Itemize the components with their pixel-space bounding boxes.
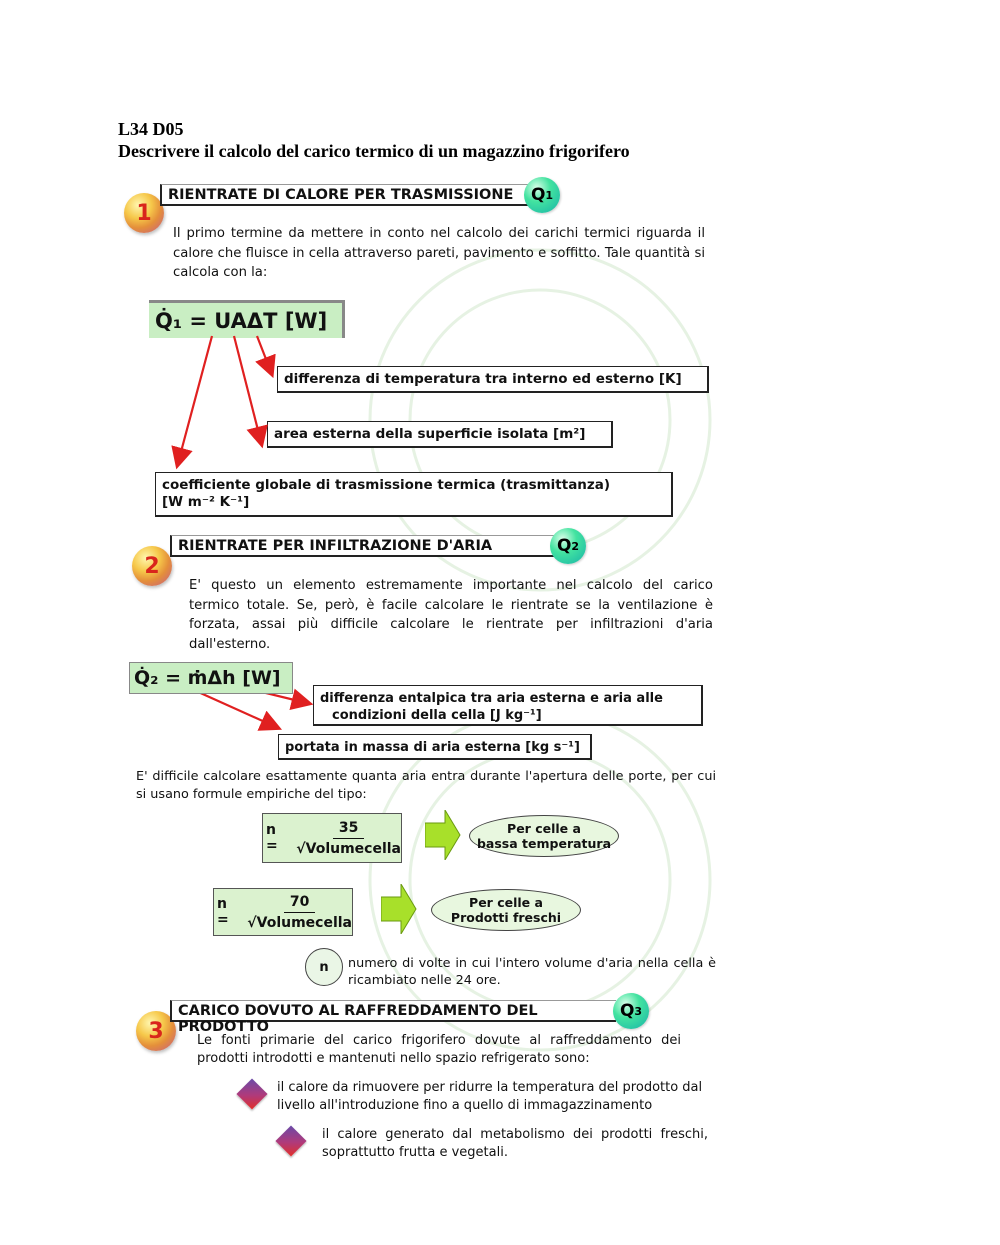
arrow-deltaT [257, 336, 271, 372]
n-symbol-circle: n [305, 948, 343, 986]
section-number-badge: 2 [132, 546, 172, 586]
section-title: RIENTRATE DI CALORE PER TRASMISSIONE [168, 187, 514, 203]
q-symbol-badge: Q 3 [613, 993, 649, 1029]
oval-fresh-products-cells: Per celle a Prodotti freschi [431, 889, 581, 931]
definition-box-delta-t: differenza di temperatura tra interno ed esterno [K] [277, 366, 709, 393]
arrow-area [234, 336, 261, 442]
definition-box-enthalpy: differenza entalpica tra aria esterna e aria alle condizioni della cella [J kg⁻¹] [313, 685, 703, 726]
formula-q2: Q̇₂ = ṁΔh [W] [129, 662, 293, 694]
section-title: RIENTRATE PER INFILTRAZIONE D'ARIA [178, 538, 493, 554]
definition-box-u: coefficiente globale di trasmissione termica (trasmittanza) [W m⁻² K⁻¹] [155, 472, 673, 517]
q-symbol-badge: Q 2 [550, 528, 586, 564]
q-symbol-badge: Q 1 [524, 177, 560, 213]
bullet-item: il calore da rimuovere per ridurre la temperatura del prodotto dal livello all'introduzione fino a quello di immagazzinamento [277, 1080, 703, 1113]
section-paragraph: Il primo termine da mettere in conto nel calcolo dei carichi termici riguarda il calore che fluisce in cella attraverso pareti, pavimento e soffitto. Tale quantità si calcola con la: [173, 226, 705, 280]
arrow-mass [196, 691, 276, 727]
document-code: L34 D05 [118, 119, 184, 139]
section-paragraph-2: E' difficile calcolare esattamente quanta aria entra durante l'apertura delle porte, per cui si usano formule empiriche del tipo: [136, 769, 716, 802]
section-number-badge: 1 [124, 193, 164, 233]
definition-box-area: area esterna della superficie isolata [m²] [267, 421, 613, 448]
formula-q1: Q̇₁ = UAΔT [W] [149, 300, 345, 338]
green-arrow-icon [425, 810, 461, 860]
oval-low-temp-cells: Per celle a bassa temperatura [469, 815, 619, 857]
n-definition: numero di volte in cui l'intero volume d'aria nella cella è ricambiato nelle 24 ore. [348, 956, 716, 988]
section-paragraph: E' questo un elemento estremamente importante nel calcolo del carico termico totale. Se, però, è facile calcolare le rientrate se la ventilazione è forzata, assai più difficile calcolare le rientrate per infiltrazioni d'aria dall'esterno. [189, 578, 713, 652]
section-title: CARICO DOVUTO AL RAFFREDDAMENTO DEL PRODOTTO [178, 1003, 538, 1035]
bullet-item: il calore generato dal metabolismo dei prodotti freschi, soprattutto frutta e vegetali. [322, 1127, 708, 1160]
green-arrow-icon [381, 884, 417, 934]
definition-box-mass-flow: portata in massa di aria esterna [kg s⁻¹] [278, 734, 592, 760]
section-number-badge: 3 [136, 1011, 176, 1051]
arrow-u [178, 336, 212, 463]
equation-fresh-products: n = $\frac{70}{\text{√Volumecella}}$ [213, 888, 353, 936]
section-title-bar [170, 1000, 616, 1035]
section-paragraph: Le fonti primarie del carico frigorifero dovute al raffreddamento dei prodotti introdotti e mantenuti nello spazio refrigerato sono: [197, 1033, 681, 1066]
document-title: Descrivere il calcolo del carico termico di un magazzino frigorifero [118, 141, 630, 161]
section-title-bar [170, 535, 554, 557]
equation-low-temp: n = $\frac{35}{\text{√Volumecella}}$ [262, 813, 402, 863]
